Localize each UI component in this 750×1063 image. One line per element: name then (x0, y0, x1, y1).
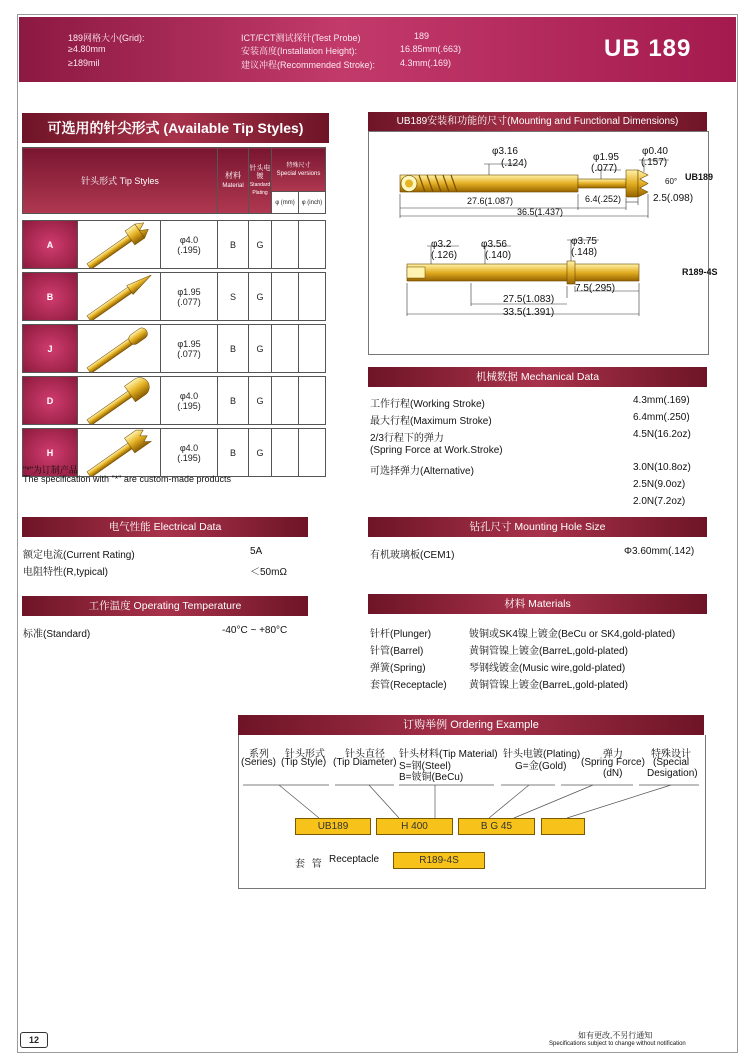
dim-r-d3b: (.148) (571, 247, 598, 258)
tip-styles-title: 可选用的针尖形式 (Available Tip Styles) (22, 113, 329, 143)
mat-label: 套管(Receptacle) (370, 680, 447, 691)
tip-dim-1: φ4.0 (179, 234, 199, 245)
tip-letter: J (23, 325, 78, 373)
probe-value: 189 (414, 31, 430, 41)
tip-material: B (218, 377, 249, 425)
col-tip-style: 针头形式 Tip Styles (23, 148, 218, 214)
tip-material: S (218, 273, 249, 321)
tip-material: B (218, 325, 249, 373)
tip-dim-2: (.195) (177, 244, 201, 255)
col-plating-en: Standard Plating (249, 181, 271, 196)
tip-note-cn: "*"为订制产品 (23, 465, 78, 475)
ord-c4c: B=铍铜(BeCu) (399, 772, 464, 783)
tip-a-image (78, 221, 161, 269)
tip-letter: D (23, 377, 78, 425)
tip-dim-2: (.195) (177, 452, 201, 463)
ord-c7c: Desigation) (647, 768, 698, 779)
tip-letter: A (23, 221, 78, 269)
mat-label: 弹簧(Spring) (370, 663, 426, 674)
elec-value: ＜50mΩ (250, 567, 287, 578)
elec-label: 额定电流(Current Rating) (23, 550, 135, 561)
dim-d3b: (.157) (641, 157, 668, 168)
tip-dim (161, 273, 218, 321)
ord-c3: 针头直径 (345, 749, 385, 760)
col-special-en: Special versions (276, 170, 321, 177)
mech-label: 可选择弹力(Alternative) (370, 466, 474, 477)
tip-material: B (218, 221, 249, 269)
footer-note-cn: 如有更改,不另行通知 (578, 1031, 653, 1040)
height-label: 安装高度(Installation Height): (241, 46, 358, 56)
footer-note-en: Specifications subject to change without notification (549, 1041, 686, 1047)
r-label: R189-4S (682, 267, 718, 277)
grid-mm: ≥4.80mm (68, 44, 106, 54)
temp-value: -40°C ~ +80°C (222, 625, 288, 636)
dim-r-len3: 33.5(1.391) (503, 307, 555, 318)
tip-dim-2: (.077) (177, 348, 201, 359)
tip-dim (161, 325, 218, 373)
order-tip-box: H 400 (376, 818, 453, 835)
ord-c4b: S=钢(Steel) (399, 761, 451, 772)
tip-dim-1: φ1.95 (177, 338, 201, 349)
col-material-cn: 材料 (225, 170, 241, 180)
tip-plating: G (249, 377, 272, 425)
tip-row (23, 273, 326, 321)
dim-angle: 60° (665, 177, 678, 186)
tip-dim (161, 377, 218, 425)
mat-label: 针管(Barrel) (370, 646, 424, 657)
receptacle-en: Receptacle (329, 854, 380, 865)
ord-c6: 弹力 (603, 749, 623, 760)
mat-value: 黄铜管镍上镀金(BarreL,gold-plated) (469, 646, 628, 657)
dim-len4: 36.5(1.437) (517, 207, 564, 217)
col-material-en: Material (222, 182, 244, 189)
ordering-box (238, 735, 706, 889)
col-plating-cn: 针头电镀 (249, 164, 271, 180)
electrical-title: 电气性能 Electrical Data (22, 517, 308, 537)
grid-mil: ≥189mil (68, 58, 100, 68)
dim-r-d1b: (.126) (431, 250, 458, 261)
ord-c1: 系列 (249, 749, 269, 760)
tip-material: B (218, 429, 249, 477)
ordering-title: 订购举例 Ordering Example (238, 715, 704, 735)
mount-value: Φ3.60mm(.142) (624, 546, 695, 557)
ord-c2: 针头形式 (285, 749, 325, 760)
mech-value: 3.0N(10.8oz) (633, 462, 691, 473)
dim-len2: 6.4(.252) (585, 194, 622, 204)
mount-label: 有机玻璃板(CEM1) (370, 550, 455, 561)
tip-note-en: The specification with "*" are custom-made products (23, 474, 231, 484)
order-material-box: B G 45 (458, 818, 535, 835)
dim-d1b: (.124) (501, 158, 528, 169)
tip-dim (161, 429, 218, 477)
mech-label: 工作行程(Working Stroke) (370, 399, 485, 410)
height-value: 16.85mm(.663) (400, 44, 462, 54)
order-special-box (541, 818, 585, 835)
dim-d3: φ0.40 (642, 146, 668, 157)
mech-label: (Spring Force at Work.Stroke) (370, 445, 503, 456)
dim-d2b: (.077) (591, 163, 618, 174)
col-mm: φ (mm) (272, 192, 299, 214)
tip-d-image (78, 377, 161, 425)
ord-c7: 特殊设计 (651, 749, 691, 760)
grid-label: 189网格大小(Grid): (68, 33, 145, 43)
mech-value: 4.3mm(.169) (633, 395, 690, 406)
col-material (218, 148, 249, 214)
mech-label: 最大行程(Maximum Stroke) (370, 416, 492, 427)
dim-r-d2b: (.140) (485, 250, 512, 261)
ord-c1b: (Series) (241, 757, 277, 768)
mech-label: 2/3行程下的弹力 (370, 433, 444, 444)
ord-c2b: (Tip Style) (281, 757, 327, 768)
temp-label: 标准(Standard) (23, 629, 91, 640)
tip-letter: H (23, 429, 78, 477)
mech-value: 4.5N(16.2oz) (633, 429, 691, 440)
tip-h-image (78, 429, 161, 477)
tip-plating: G (249, 273, 272, 321)
dim-r-len1: 7.5(.295) (575, 283, 616, 294)
receptacle-cn: 套 管 (295, 859, 324, 870)
tip-plating: G (249, 325, 272, 373)
ord-c5: 针头电镀(Plating) (503, 749, 581, 760)
dim-r-d2: φ3.56 (481, 239, 507, 250)
stroke-value: 4.3mm(.169) (400, 58, 452, 68)
materials-title: 材料 Materials (368, 594, 707, 614)
dim-r-len2: 27.5(1.083) (503, 294, 555, 305)
tip-j-image (78, 325, 161, 373)
probe-label: ICT/FCT测试探针(Test Probe) (241, 33, 361, 43)
dim-r-d1: φ3.2 (431, 239, 452, 250)
dim-len1: 27.6(1.087) (467, 196, 514, 206)
tip-row (23, 377, 326, 425)
mech-value: 2.5N(9.0oz) (633, 479, 686, 490)
ord-c4: 针头材料(Tip Material) (399, 749, 498, 760)
tip-b-image (78, 273, 161, 321)
mech-value: 6.4mm(.250) (633, 412, 690, 423)
col-inch: φ (inch) (299, 192, 326, 214)
elec-label: 电阻特性(R,typical) (23, 567, 109, 578)
dim-d2: φ1.95 (593, 152, 619, 163)
col-special (272, 148, 326, 192)
receptacle-box: R189-4S (393, 852, 485, 869)
temperature-title: 工作温度 Operating Temperature (22, 596, 308, 616)
header-banner (19, 17, 736, 82)
page-number: 12 (20, 1032, 48, 1048)
mounting-title: 钻孔尺寸 Mounting Hole Size (368, 517, 707, 537)
ord-c7b: (Special (653, 757, 690, 768)
tip-letter: B (23, 273, 78, 321)
tip-dim-1: φ4.0 (179, 390, 199, 401)
dim-len3: 2.5(.098) (653, 193, 694, 204)
tip-dim-2: (.077) (177, 296, 201, 307)
ord-c6b: (Spring Force) (581, 757, 645, 768)
elec-value: 5A (250, 546, 263, 557)
dimensions-drawing (368, 131, 718, 355)
ord-c3b: (Tip Diameter) (333, 757, 397, 768)
mechanical-title: 机械数据 Mechanical Data (368, 367, 707, 387)
tip-dim-2: (.195) (177, 400, 201, 411)
tip-plating: G (249, 429, 272, 477)
dimensions-title: UB189安装和功能的尺寸(Mounting and Functional Dimensions) (368, 112, 707, 131)
ub-label: UB189 (685, 172, 714, 182)
tip-dim-1: φ1.95 (177, 286, 201, 297)
ord-c6c: (dN) (603, 768, 623, 779)
tip-styles-table (22, 147, 326, 477)
tip-plating: G (249, 221, 272, 269)
model-title: UB 189 (604, 35, 692, 62)
mat-value: 铍铜或SK4镍上镀金(BeCu or SK4,gold-plated) (469, 629, 676, 640)
tip-row (23, 221, 326, 269)
mat-label: 针杆(Plunger) (370, 629, 432, 640)
dim-r-d3: φ3.75 (571, 236, 597, 247)
mat-value: 黄铜管镍上镀金(BarreL,gold-plated) (469, 680, 628, 691)
tip-dim-1: φ4.0 (179, 442, 199, 453)
col-special-cn: 特殊尺寸 (286, 162, 311, 169)
tip-dim (161, 221, 218, 269)
stroke-label: 建议冲程(Recommended Stroke): (241, 60, 376, 70)
ord-c5b: G=金(Gold) (515, 761, 567, 772)
order-series-box: UB189 (295, 818, 371, 835)
dim-d1: φ3.16 (492, 146, 518, 157)
mat-value: 琴钢线镀金(Music wire,gold-plated) (469, 663, 626, 674)
col-plating (249, 148, 272, 214)
mech-value: 2.0N(7.2oz) (633, 496, 686, 507)
tip-row (23, 325, 326, 373)
